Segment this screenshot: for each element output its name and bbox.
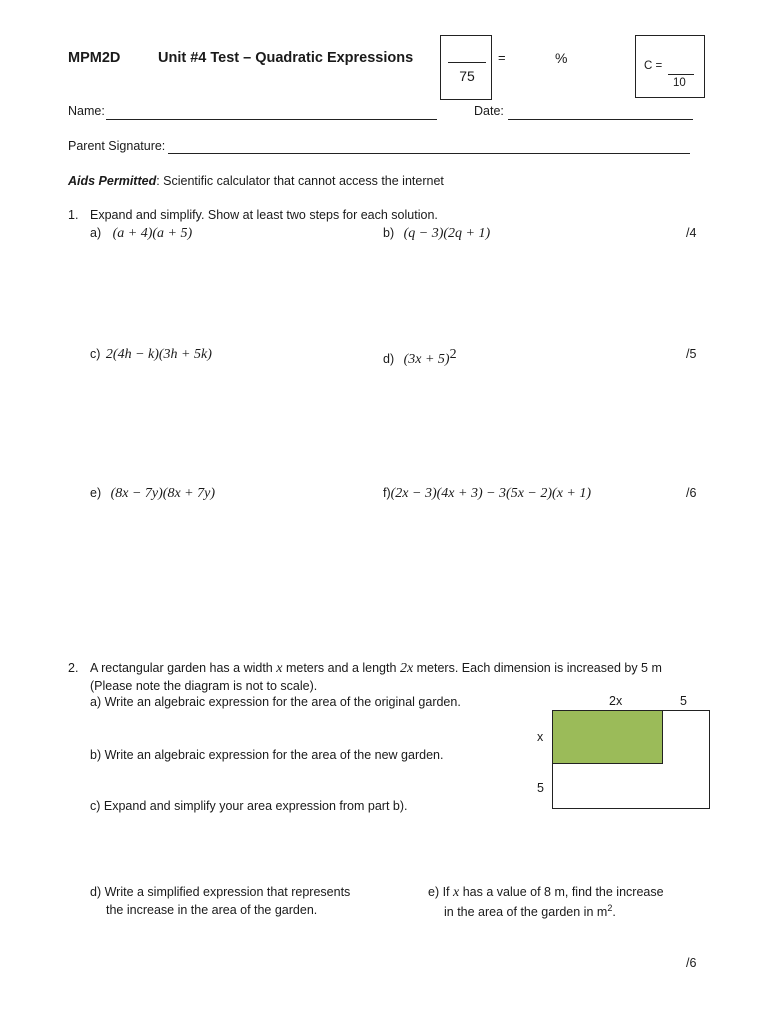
aids-permitted bbox=[68, 174, 444, 188]
equals-sign: = bbox=[498, 50, 506, 65]
q1a bbox=[90, 226, 192, 242]
q1f bbox=[383, 486, 591, 502]
q1d bbox=[383, 347, 457, 368]
score-blank-line bbox=[448, 62, 486, 63]
test-title: Unit #4 Test – Quadratic Expressions bbox=[158, 50, 414, 66]
q1e-expression: (8x − 7y)(8x + 7y) bbox=[110, 486, 216, 501]
q2e-period: . bbox=[612, 905, 616, 920]
q1e-label: e) bbox=[90, 486, 102, 500]
q2-marks: /6 bbox=[686, 956, 697, 970]
q1c-expression: 2(4h − k)(3h + 5k) bbox=[105, 347, 212, 362]
original-garden-rectangle bbox=[552, 710, 663, 764]
q1a-label: a) bbox=[90, 226, 102, 240]
q2-intro-part3: meters. Each dimension is increased by 5 m bbox=[416, 661, 662, 675]
date-label: Date: bbox=[474, 104, 504, 118]
q1f-expression: (2x − 3)(4x + 3) − 3(5x − 2)(x + 1) bbox=[390, 486, 592, 501]
comm-total: 10 bbox=[673, 77, 686, 89]
score-total: 75 bbox=[459, 68, 475, 84]
q1ab-marks: /4 bbox=[686, 226, 697, 240]
parent-signature-label: Parent Signature: bbox=[68, 139, 166, 153]
aids-label: Aids Permitted bbox=[68, 174, 157, 188]
q2e-exponent: 2 bbox=[607, 903, 613, 913]
diagram-label-side-5: 5 bbox=[537, 781, 544, 795]
q1c bbox=[90, 347, 212, 363]
diagram-label-top-5: 5 bbox=[680, 694, 687, 708]
comm-label: C = bbox=[644, 60, 663, 72]
q2-intro-2x: 2x bbox=[399, 661, 414, 676]
score-box bbox=[440, 35, 492, 100]
q1b bbox=[383, 226, 490, 242]
name-label: Name: bbox=[68, 104, 105, 118]
parent-signature-field[interactable] bbox=[168, 153, 690, 154]
q1ef-marks: /6 bbox=[686, 486, 697, 500]
comm-blank-line bbox=[668, 74, 694, 75]
q1b-expression: (q − 3)(2q + 1) bbox=[403, 226, 491, 241]
aids-text: : Scientific calculator that cannot access the internet bbox=[156, 174, 444, 188]
q1d-expression: (3x + 5) bbox=[403, 352, 450, 368]
q2-number: 2. bbox=[68, 661, 79, 675]
q2e-x: x bbox=[453, 885, 460, 900]
q1-number: 1. bbox=[68, 208, 79, 222]
date-field[interactable] bbox=[508, 119, 693, 120]
communication-box bbox=[635, 35, 705, 98]
q1cd-marks: /5 bbox=[686, 347, 697, 361]
q1e bbox=[90, 486, 215, 502]
q1c-label: c) bbox=[90, 347, 101, 361]
q1f-label: f) bbox=[383, 486, 391, 500]
q2d-line1: d) Write a simplified expression that represents bbox=[90, 885, 351, 899]
q2b: b) Write an algebraic expression for the area of the new garden. bbox=[90, 748, 444, 762]
diagram-label-2x: 2x bbox=[609, 694, 623, 708]
q2e-post: has a value of 8 m, find the increase bbox=[462, 885, 664, 899]
q1a-expression: (a + 4)(a + 5) bbox=[112, 226, 193, 241]
q2-note: (Please note the diagram is not to scale). bbox=[90, 679, 318, 693]
q2e-line1 bbox=[428, 885, 664, 901]
q1b-label: b) bbox=[383, 226, 395, 240]
q2-intro-part1: A rectangular garden has a width bbox=[90, 661, 273, 675]
q2e-line2 bbox=[444, 903, 616, 919]
percent-sign: % bbox=[555, 50, 568, 66]
q2c: c) Expand and simplify your area expression from part b). bbox=[90, 799, 408, 813]
q1d-label: d) bbox=[383, 352, 395, 367]
q2e-line2-text: in the area of the garden in m bbox=[444, 905, 608, 920]
q2-intro-x: x bbox=[276, 661, 283, 676]
q1-instruction: Expand and simplify. Show at least two steps for each solution. bbox=[90, 208, 438, 222]
q2a: a) Write an algebraic expression for the area of the original garden. bbox=[90, 695, 461, 709]
q2e-pre: e) If bbox=[428, 885, 450, 899]
q2-intro-part2: meters and a length bbox=[285, 661, 397, 675]
course-code: MPM2D bbox=[68, 50, 121, 66]
q2-intro bbox=[90, 661, 662, 677]
q2d-line2: the increase in the area of the garden. bbox=[106, 903, 318, 917]
q1d-exponent: 2 bbox=[449, 347, 457, 362]
name-field[interactable] bbox=[106, 119, 437, 120]
diagram-label-x: x bbox=[537, 730, 544, 744]
